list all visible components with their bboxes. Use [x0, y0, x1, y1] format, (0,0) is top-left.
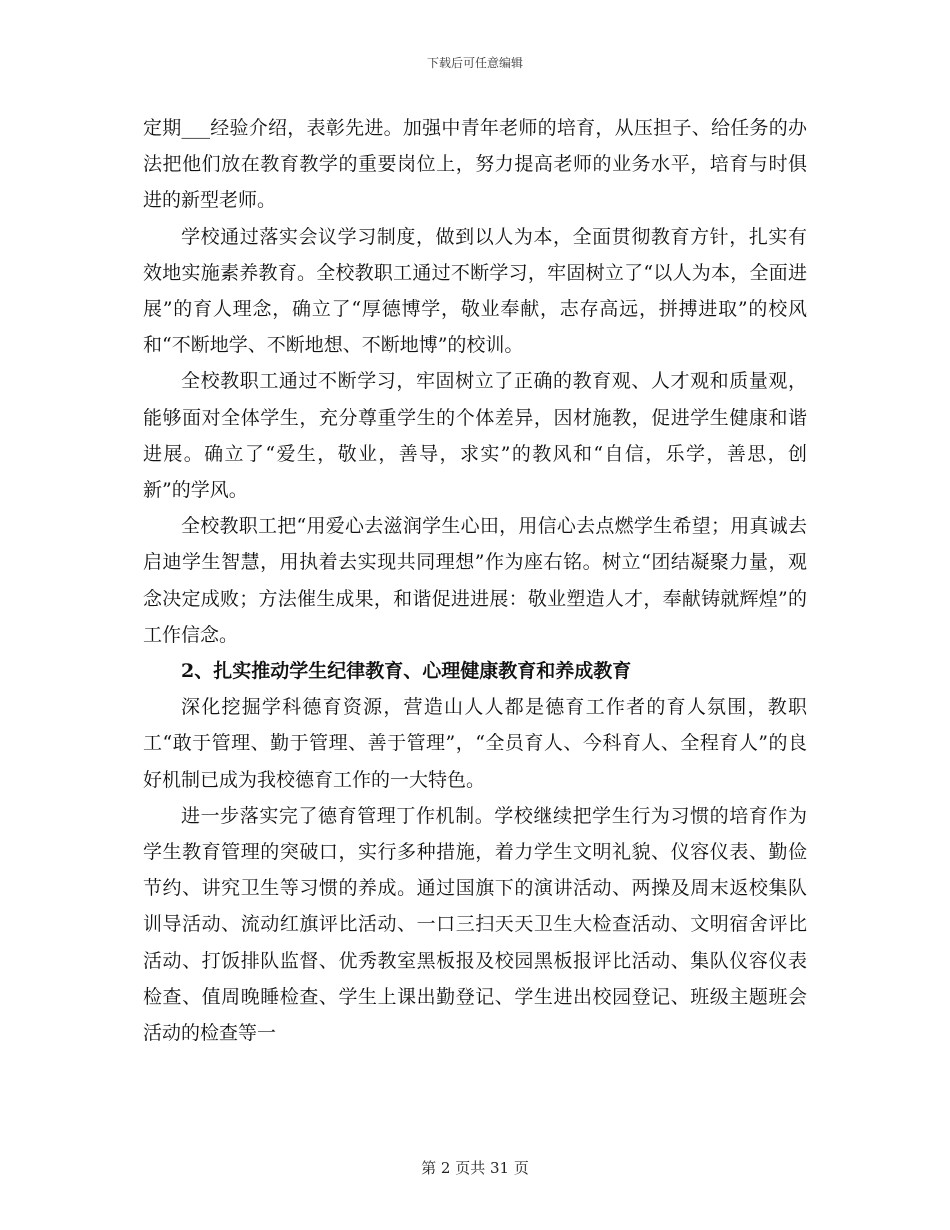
page-footer: 第 2 页共 31 页: [421, 1159, 529, 1177]
page-header: 下载后可任意编辑: [426, 56, 523, 70]
paragraph: 深化挖掘学科德育资源，营造山人人都是德育工作者的育人氛围，教职工“敢于管理、勤于管理、善于管理”，“全员育人、今科育人、全程育人”的良好机制已成为我校德育工作的一大特色。: [143, 696, 807, 791]
paragraph: 进一步落实完了德育管理丁作机制。学校继续把学生行为习惯的培育作为学生教育管理的突破口，实行多种措施，着力学生文明礼貌、仪容仪表、勤俭节约、讲究卫生等习惯的养成。通过国旗下的演讲活动、两操及周末返校集队训导活动、流动红旗评比活动、一口三扫天天卫生大检查活动、文明宿舍评比活动、打饭排队监督、优秀教室黑板报及校园黑板报评比活动、集队仪容仪表检查、值周晚睡检查、学生上课出勤登记、学生进出校园登记、班级主题班会活动的检查等一: [143, 804, 807, 1045]
paragraph: 全校教职工通过不断学习，牢固树立了正确的教育观、人才观和质量观，能够面对全体学生，充分尊重学生的个体差异，因材施教，促进学生健康和谐进展。确立了“爱生，敬业，善导，求实”的教风和“自信，乐学，善思，创新”的学风。: [143, 370, 807, 502]
paragraph: 全校教职工把“用爱心去滋润学生心田，用信心去点燃学生希望；用真诚去启迪学生智慧，用执着去实现共同理想”作为座右铭。树立“团结凝聚力量，观念决定成败；方法催生成果，和谐促进进展：敬业塑造人才，奉献铸就辉煌”的工作信念。: [143, 515, 807, 646]
paragraph: 定期___经验介绍，表彰先进。加强中青年老师的培育，从压担子、给任务的办法把他们放在教育教学的重要岗位上，努力提高老师的业务水平，培育与时俱进的新型老师。: [143, 117, 807, 212]
document-body: [143, 110, 807, 1051]
paragraph: 学校通过落实会议学习制度，做到以人为本，全面贯彻教育方针，扎实有效地实施素养教育。全校教职工通过不断学习，牢固树立了“以人为本，全面进展”的育人理念，确立了“厚德博学，敬业奉献，志存高远，拼搏进取”的校风和“不断地学、不断地想、不断地博”的校训。: [143, 225, 807, 357]
section-heading: 2、扎实推动学生纪律教育、心理健康教育和养成教育: [181, 660, 632, 683]
